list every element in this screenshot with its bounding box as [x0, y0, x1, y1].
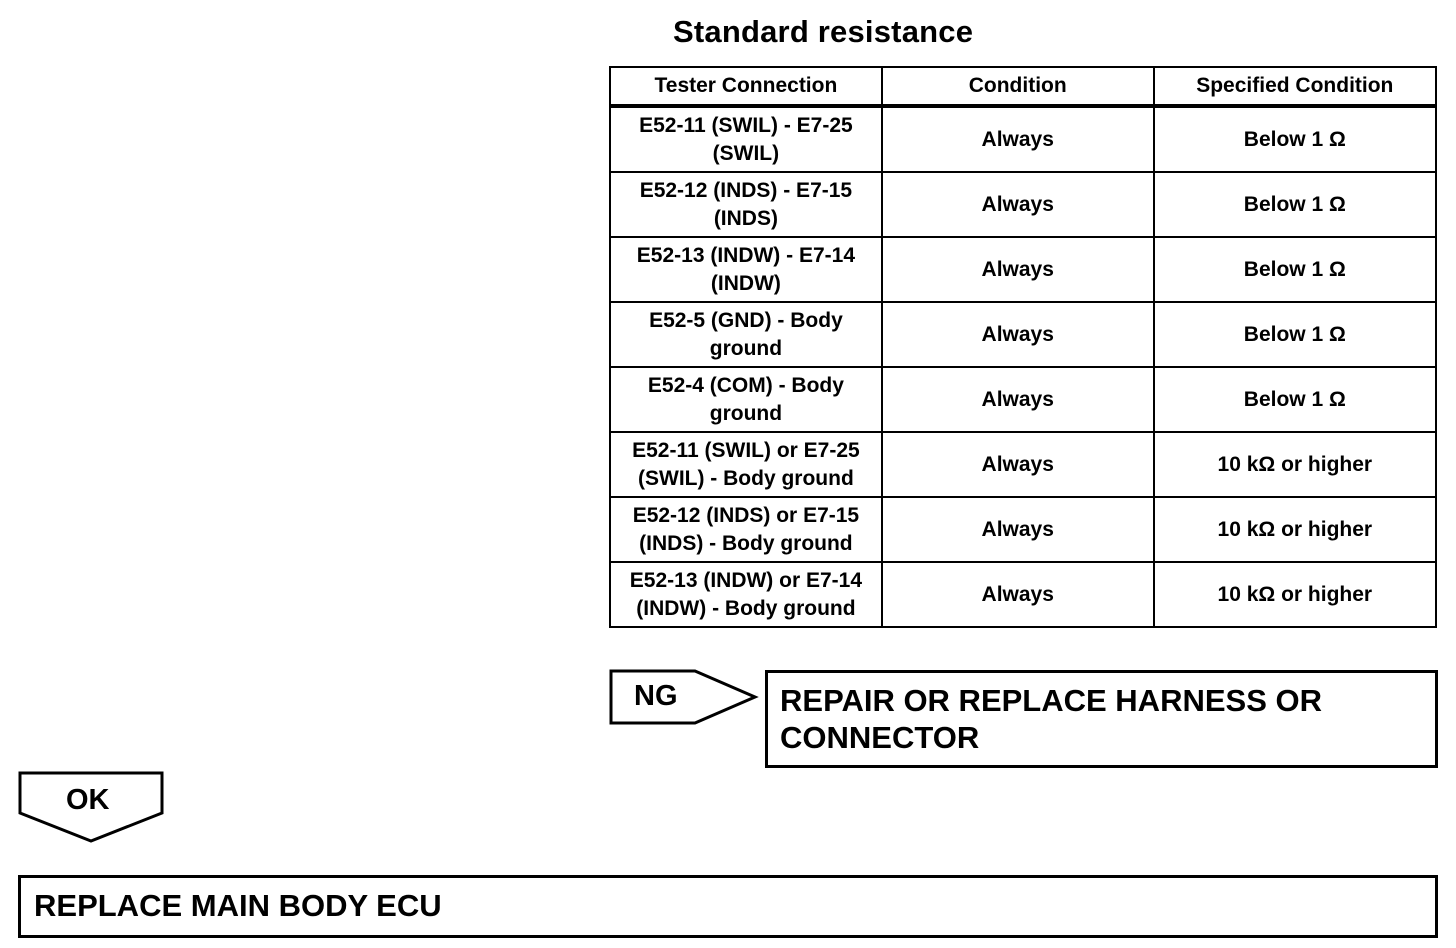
specified-condition-cell: 10 kΩ or higher: [1154, 432, 1436, 497]
condition-cell: Always: [882, 367, 1154, 432]
connection-line: E52-5 (GND) - Body: [649, 308, 843, 332]
header-tester-connection: Tester Connection: [610, 67, 882, 106]
connection-line: E52-12 (INDS) - E7-15: [639, 178, 853, 202]
specified-condition-cell: 10 kΩ or higher: [1154, 562, 1436, 627]
connection-line: (INDW): [710, 271, 781, 295]
condition-cell: Always: [882, 562, 1154, 627]
header-specified-condition: Specified Condition: [1154, 67, 1436, 106]
specified-condition-cell: Below 1 Ω: [1154, 172, 1436, 237]
condition-cell: Always: [882, 237, 1154, 302]
condition-cell: Always: [882, 432, 1154, 497]
specified-condition-cell: 10 kΩ or higher: [1154, 497, 1436, 562]
connection-line: ground: [709, 401, 783, 425]
repair-action-line: CONNECTOR: [780, 720, 980, 755]
condition-cell: Always: [882, 106, 1154, 172]
connection-line: (INDS) - Body ground: [639, 531, 853, 555]
connection-line: E52-4 (COM) - Body: [647, 373, 844, 397]
specified-condition-cell: Below 1 Ω: [1154, 237, 1436, 302]
page-title: Standard resistance: [673, 14, 974, 49]
repair-action-line: REPAIR OR REPLACE HARNESS OR: [780, 683, 1322, 718]
connection-line: E52-12 (INDS) or E7-15: [632, 503, 860, 527]
condition-cell: Always: [882, 497, 1154, 562]
connection-line: ground: [709, 336, 783, 360]
repair-harness-box: [765, 670, 1438, 768]
ng-label: NG: [634, 680, 678, 712]
connection-line: E52-11 (SWIL) or E7-25: [632, 438, 860, 462]
connection-line: E52-13 (INDW) - E7-14: [636, 243, 856, 267]
specified-condition-cell: Below 1 Ω: [1154, 106, 1436, 172]
replace-ecu-box: [18, 875, 1438, 938]
connection-line: E52-11 (SWIL) - E7-25: [639, 113, 853, 137]
connection-line: (INDS): [713, 206, 778, 230]
connection-line: (SWIL): [712, 141, 780, 165]
connection-line: E52-13 (INDW) or E7-14: [629, 568, 863, 592]
connection-line: (INDW) - Body ground: [636, 596, 856, 620]
replace-action-text: REPLACE MAIN BODY ECU: [34, 888, 442, 923]
ok-label: OK: [66, 784, 110, 816]
header-condition: Condition: [882, 67, 1154, 106]
connection-line: (SWIL) - Body ground: [638, 466, 854, 490]
condition-cell: Always: [882, 172, 1154, 237]
specified-condition-cell: Below 1 Ω: [1154, 302, 1436, 367]
condition-cell: Always: [882, 302, 1154, 367]
specified-condition-cell: Below 1 Ω: [1154, 367, 1436, 432]
